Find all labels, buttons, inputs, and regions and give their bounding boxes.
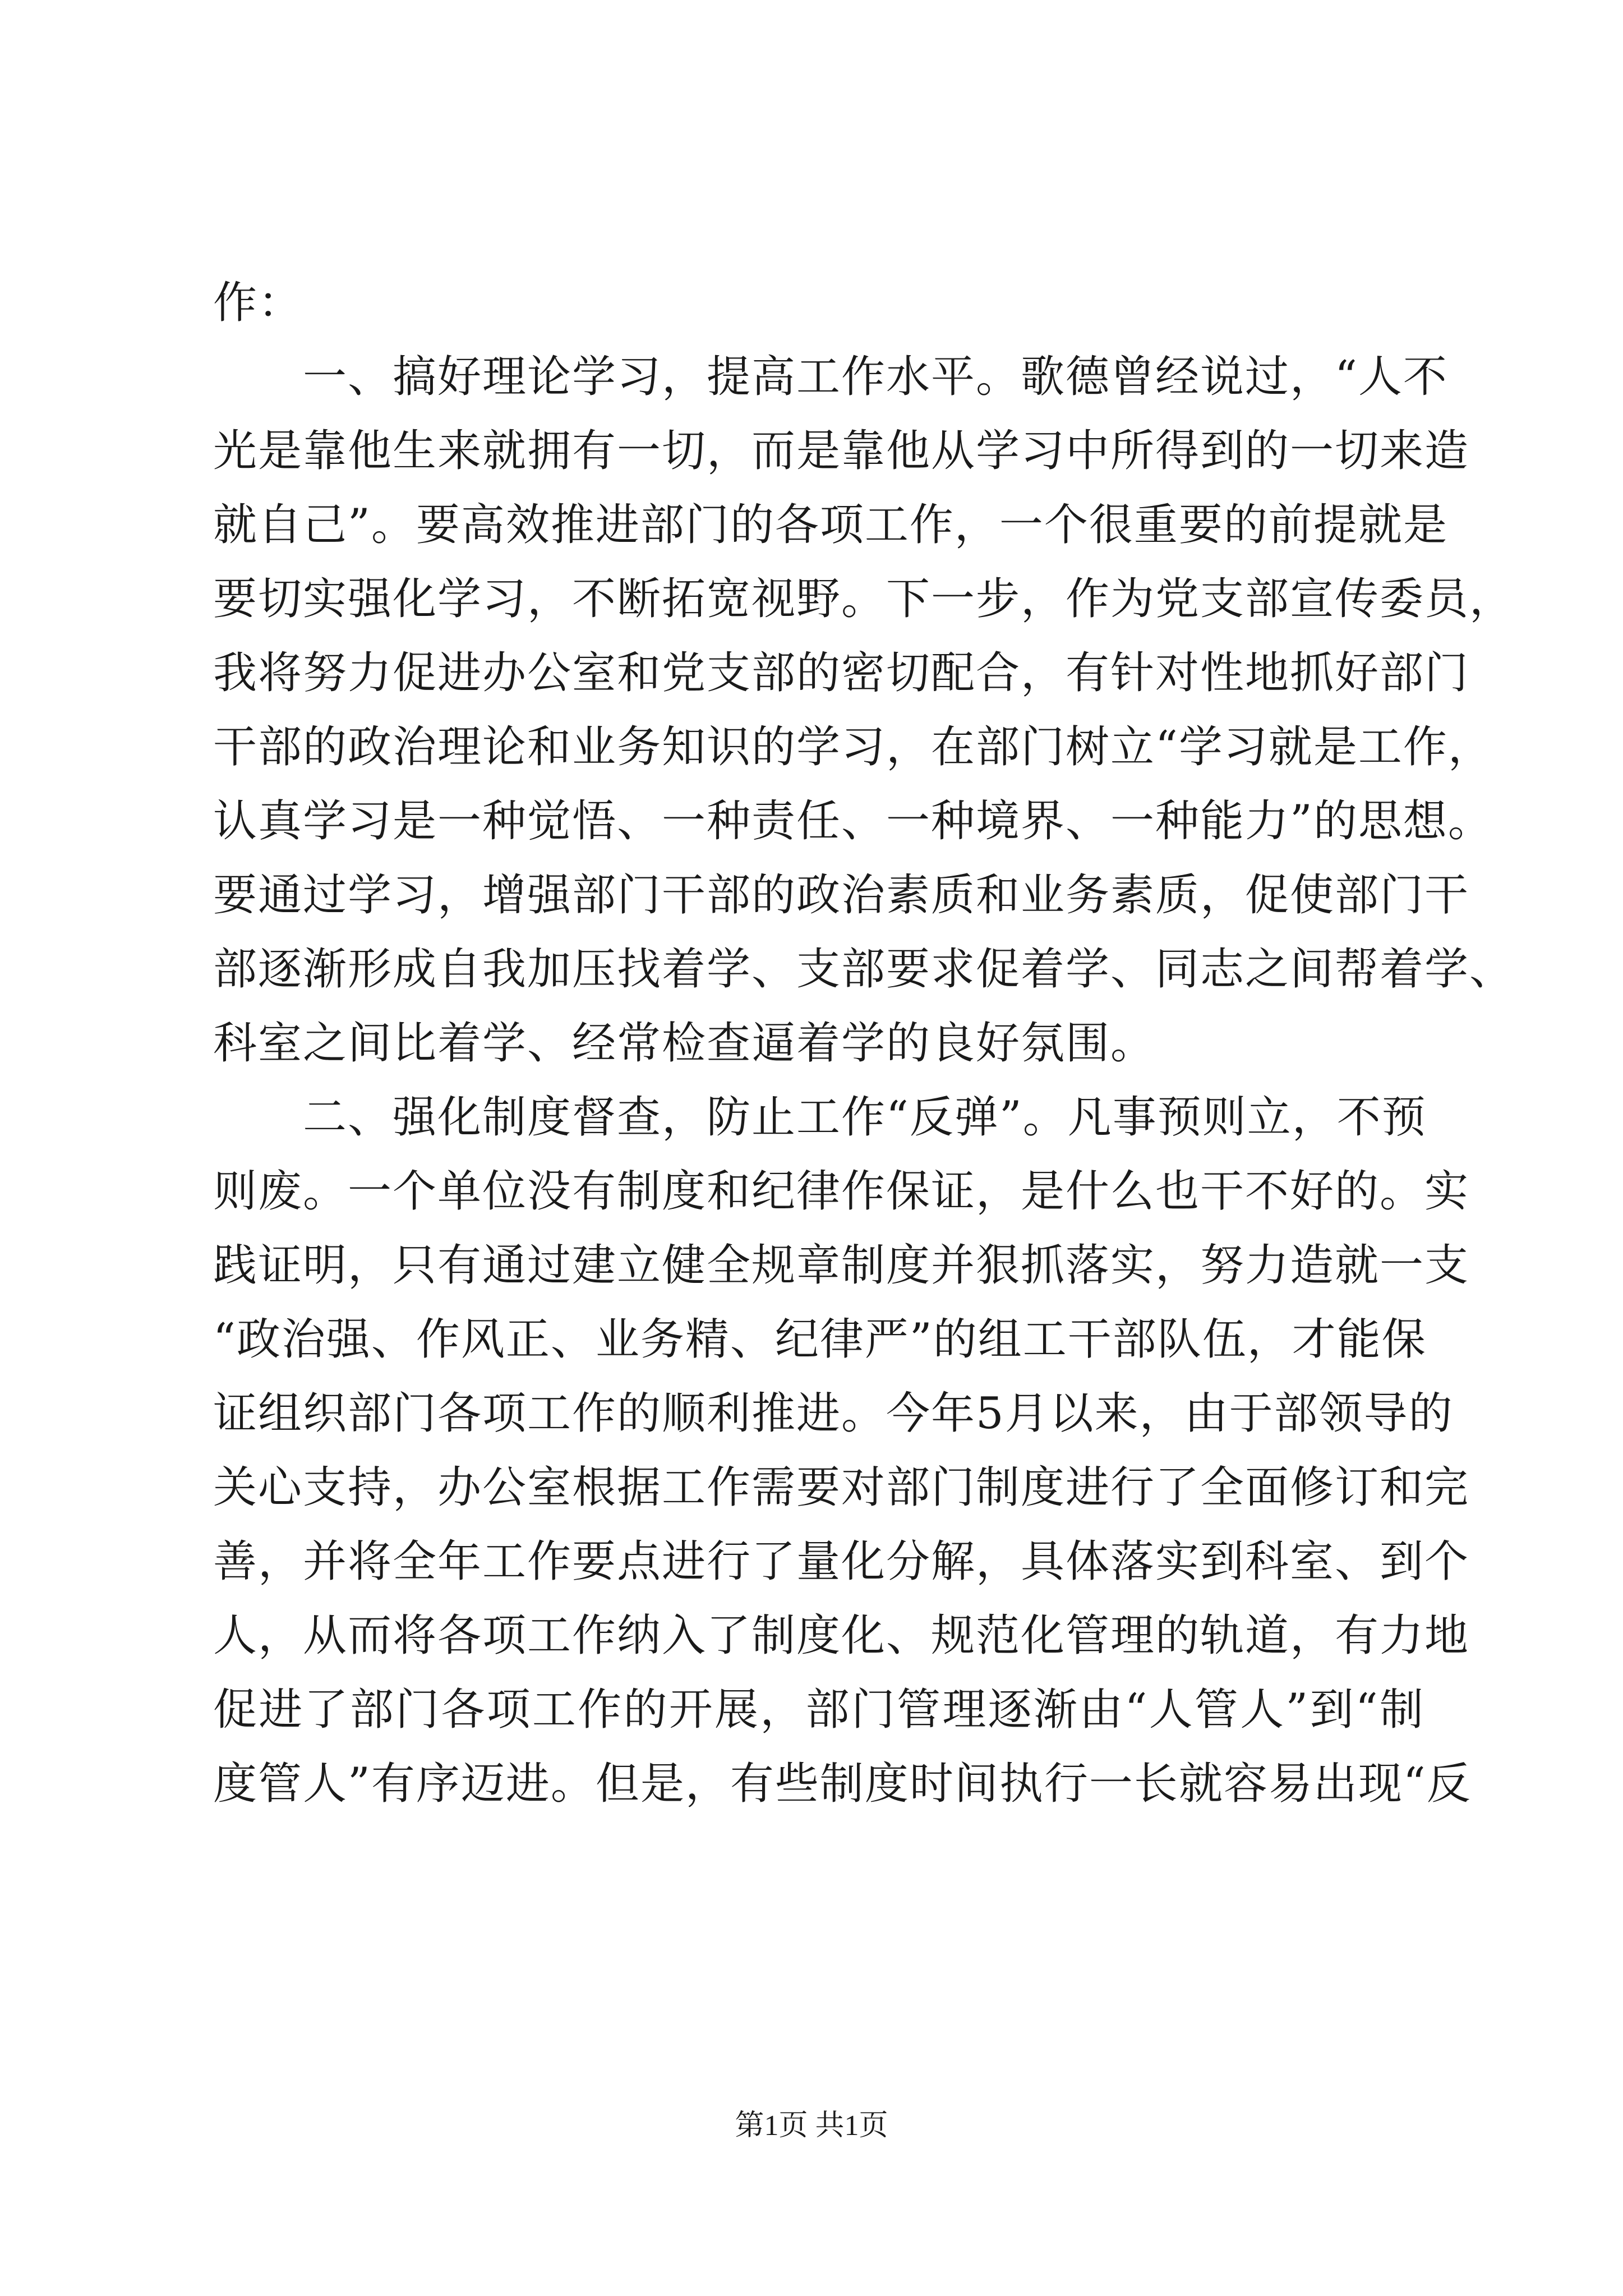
text-line: 二、强化制度督查，防止工作“反弹”。凡事预则立，不预: [213, 1092, 1427, 1143]
text-line: 干部的政治理论和业务知识的学习，在部门树立“学习就是工作，: [213, 722, 1493, 772]
text-line: 一、搞好理论学习，提高工作水平。歌德曾经说过，“人不: [213, 352, 1448, 402]
text-line: 部逐渐形成自我加压找着学、支部要求促着学、同志之间帮着学、: [213, 944, 1515, 995]
text-line: 度管人”有序迈进。但是，有些制度时间执行一长就容易出现“反: [213, 1759, 1472, 1809]
text-line: 要切实强化学习，不断拓宽视野。下一步，作为党支部宣传委员，: [213, 574, 1515, 624]
text-line: 要通过学习，增强部门干部的政治素质和业务素质，促使部门干: [213, 870, 1470, 921]
text-line: 则废。一个单位没有制度和纪律作保证，是什么也干不好的。实: [213, 1166, 1470, 1217]
text-line: 认真学习是一种觉悟、一种责任、一种境界、一种能力”的思想。: [213, 796, 1493, 846]
page-footer: 第1页 共1页: [735, 2110, 888, 2142]
text-line: 光是靠他生来就拥有一切，而是靠他从学习中所得到的一切来造: [213, 426, 1470, 476]
text-line: 我将努力促进办公室和党支部的密切配合，有针对性地抓好部门: [213, 648, 1470, 698]
body-text: [213, 266, 1515, 1821]
text-line: 践证明，只有通过建立健全规章制度并狠抓落实，努力造就一支: [213, 1240, 1470, 1291]
text-line: 促进了部门各项工作的开展，部门管理逐渐由“人管人”到“制: [213, 1685, 1424, 1735]
text-line: 关心支持，办公室根据工作需要对部门制度进行了全面修订和完: [213, 1462, 1470, 1513]
text-line: 人，从而将各项工作纳入了制度化、规范化管理的轨道，有力地: [213, 1611, 1470, 1661]
text-line: 善，并将全年工作要点进行了量化分解，具体落实到科室、到个: [213, 1536, 1470, 1587]
text-line: 就自己”。要高效推进部门的各项工作，一个很重要的前提就是: [213, 500, 1448, 550]
text-line: 作：: [213, 278, 303, 328]
text-line: 科室之间比着学、经常检查逼着学的良好氛围。: [213, 1018, 1156, 1069]
text-line: 证组织部门各项工作的顺利推进。今年5月以来，由于部领导的: [213, 1388, 1454, 1439]
text-line: “政治强、作风正、业务精、纪律严”的组工干部队伍，才能保: [213, 1314, 1427, 1365]
